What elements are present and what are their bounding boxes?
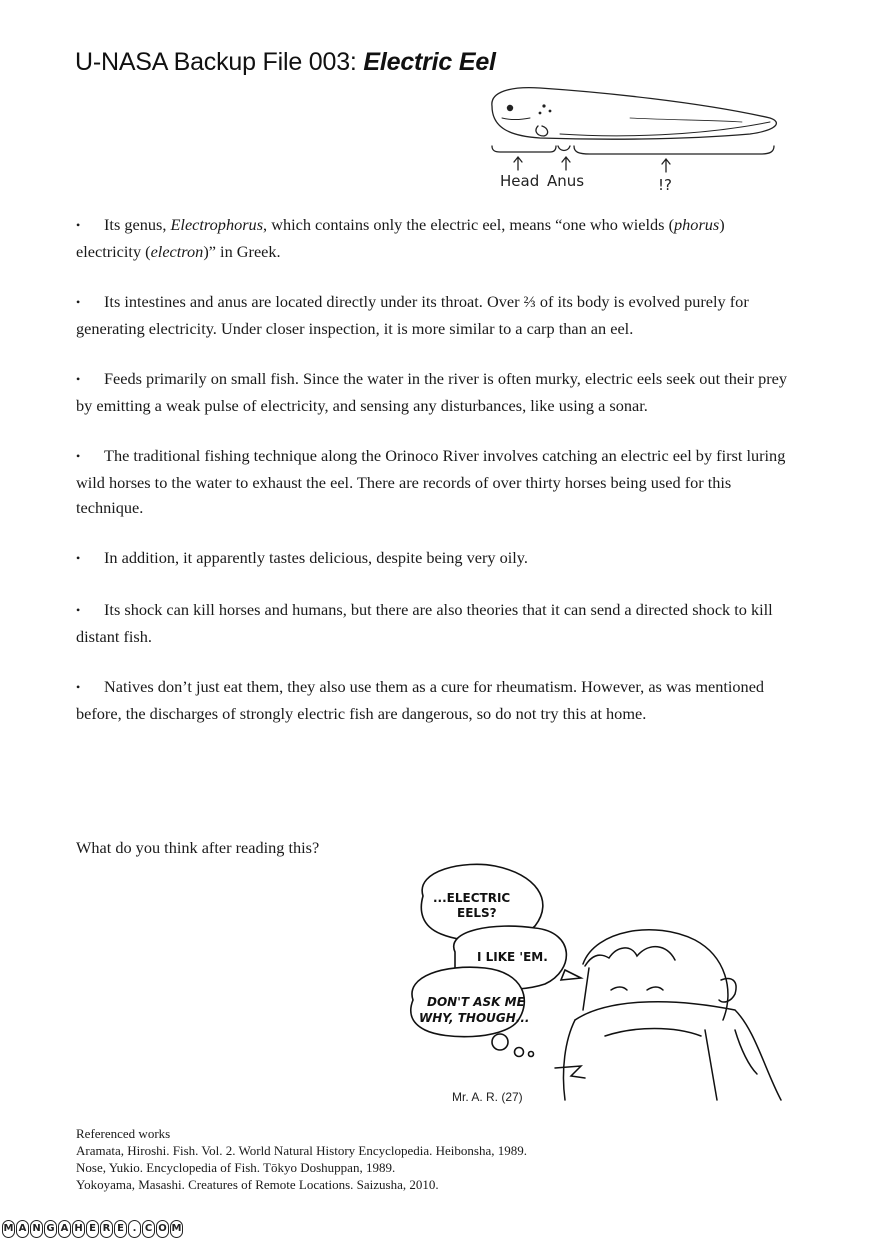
fact-italic-term: phorus — [674, 215, 720, 234]
fact-text: ) electricity ( — [76, 215, 725, 261]
reference-item: Nose, Yukio. Encyclopedia of Fish. Tōkyo Doshuppan, 1989. — [76, 1160, 396, 1175]
bubble1-line1: ...ELECTRIC — [433, 891, 511, 905]
watermark-letter: R — [100, 1220, 113, 1238]
watermark-letter: A — [16, 1220, 29, 1238]
fact-text: Feeds primarily on small fish. Since the water in the river is often murky, electric eels seek out their prey by emitting a weak pulse of electricity, and sensing any disturbances, like using a sonar. — [76, 369, 788, 415]
fact-text: The traditional fishing technique along the Orinoco River involves catching an electric eel by first luring wild horses to the water to exhaust the eel. There are records of over thirty horses being used for this technique. — [76, 446, 786, 517]
fact-item — [76, 443, 792, 520]
bullet-icon — [76, 597, 104, 624]
bubble2-text: I LIKE 'EM. — [477, 950, 548, 964]
character-sketch — [555, 930, 781, 1100]
fact-item — [76, 366, 792, 418]
fact-text: Natives don’t just eat them, they also use them as a cure for rheumatism. However, as was mentioned before, the discharges of strongly electric fish are dangerous, so do not try this at home. — [76, 677, 765, 723]
watermark-letter: O — [156, 1220, 169, 1238]
bubble3-line2: WHY, THOUGH... — [419, 1011, 530, 1025]
fact-text: In addition, it apparently tastes delicious, despite being very oily. — [104, 548, 528, 567]
fact-text: Its genus, — [104, 215, 171, 234]
watermark-letter: E — [86, 1220, 99, 1238]
bullet-icon — [76, 366, 104, 393]
fact-text: Its intestines and anus are located directly under its throat. Over ⅔ of its body is evolved purely for generating electricity. Under closer inspection, it is more similar to a carp than an eel. — [76, 292, 749, 338]
fact-italic-term: Electrophorus — [170, 215, 264, 234]
fact-italic-term: electron — [150, 242, 204, 261]
comic-caption: Mr. A. R. (27) — [452, 1090, 523, 1104]
fact-text: )” in Greek. — [203, 242, 281, 261]
reader-question: What do you think after reading this? — [76, 838, 320, 857]
title-prefix: U-NASA Backup File 003: — [75, 48, 364, 76]
bullet-icon — [76, 289, 104, 316]
comic-panel — [405, 860, 790, 1110]
bubble3-line1: DON'T ASK ME — [427, 995, 525, 1009]
bullet-icon — [76, 545, 104, 572]
watermark-letter: E — [114, 1220, 127, 1238]
bubble1-line2: EELS? — [457, 906, 497, 920]
fact-item — [76, 545, 792, 572]
watermark-letter: N — [30, 1220, 43, 1238]
eel-label-head: Head — [500, 172, 540, 190]
references-heading: Referenced works — [76, 1126, 171, 1141]
eel-label-anus: Anus — [547, 172, 585, 190]
title-emphasis: Electric Eel — [363, 48, 496, 76]
eel-label-unknown: !? — [658, 176, 672, 194]
fact-item — [76, 597, 792, 649]
watermark-letter: H — [72, 1220, 85, 1238]
eel-illustration — [480, 78, 790, 196]
bullet-icon — [76, 674, 104, 701]
eel-eye — [507, 105, 513, 111]
site-watermark — [2, 1220, 183, 1242]
reference-item: Yokoyama, Masashi. Creatures of Remote Locations. Saizusha, 2010. — [76, 1177, 439, 1192]
bullet-icon — [76, 443, 104, 470]
fact-list — [76, 212, 792, 751]
fact-item — [76, 289, 792, 341]
fact-item — [76, 212, 792, 264]
page-title — [75, 48, 496, 77]
watermark-letter: C — [142, 1220, 155, 1238]
watermark-letter: M — [170, 1220, 183, 1238]
watermark-letter: . — [128, 1220, 141, 1238]
fact-item — [76, 674, 792, 726]
fact-text: , which contains only the electric eel, means “one who wields ( — [263, 215, 675, 234]
watermark-letter: A — [58, 1220, 71, 1238]
referenced-works — [76, 1125, 527, 1193]
watermark-letter: G — [44, 1220, 57, 1238]
bullet-icon — [76, 212, 104, 239]
watermark-letter: M — [2, 1220, 15, 1238]
fact-text: Its shock can kill horses and humans, but there are also theories that it can send a directed shock to kill distant fish. — [76, 600, 773, 646]
reference-item: Aramata, Hiroshi. Fish. Vol. 2. World Natural History Encyclopedia. Heibonsha, 1989. — [76, 1143, 528, 1158]
